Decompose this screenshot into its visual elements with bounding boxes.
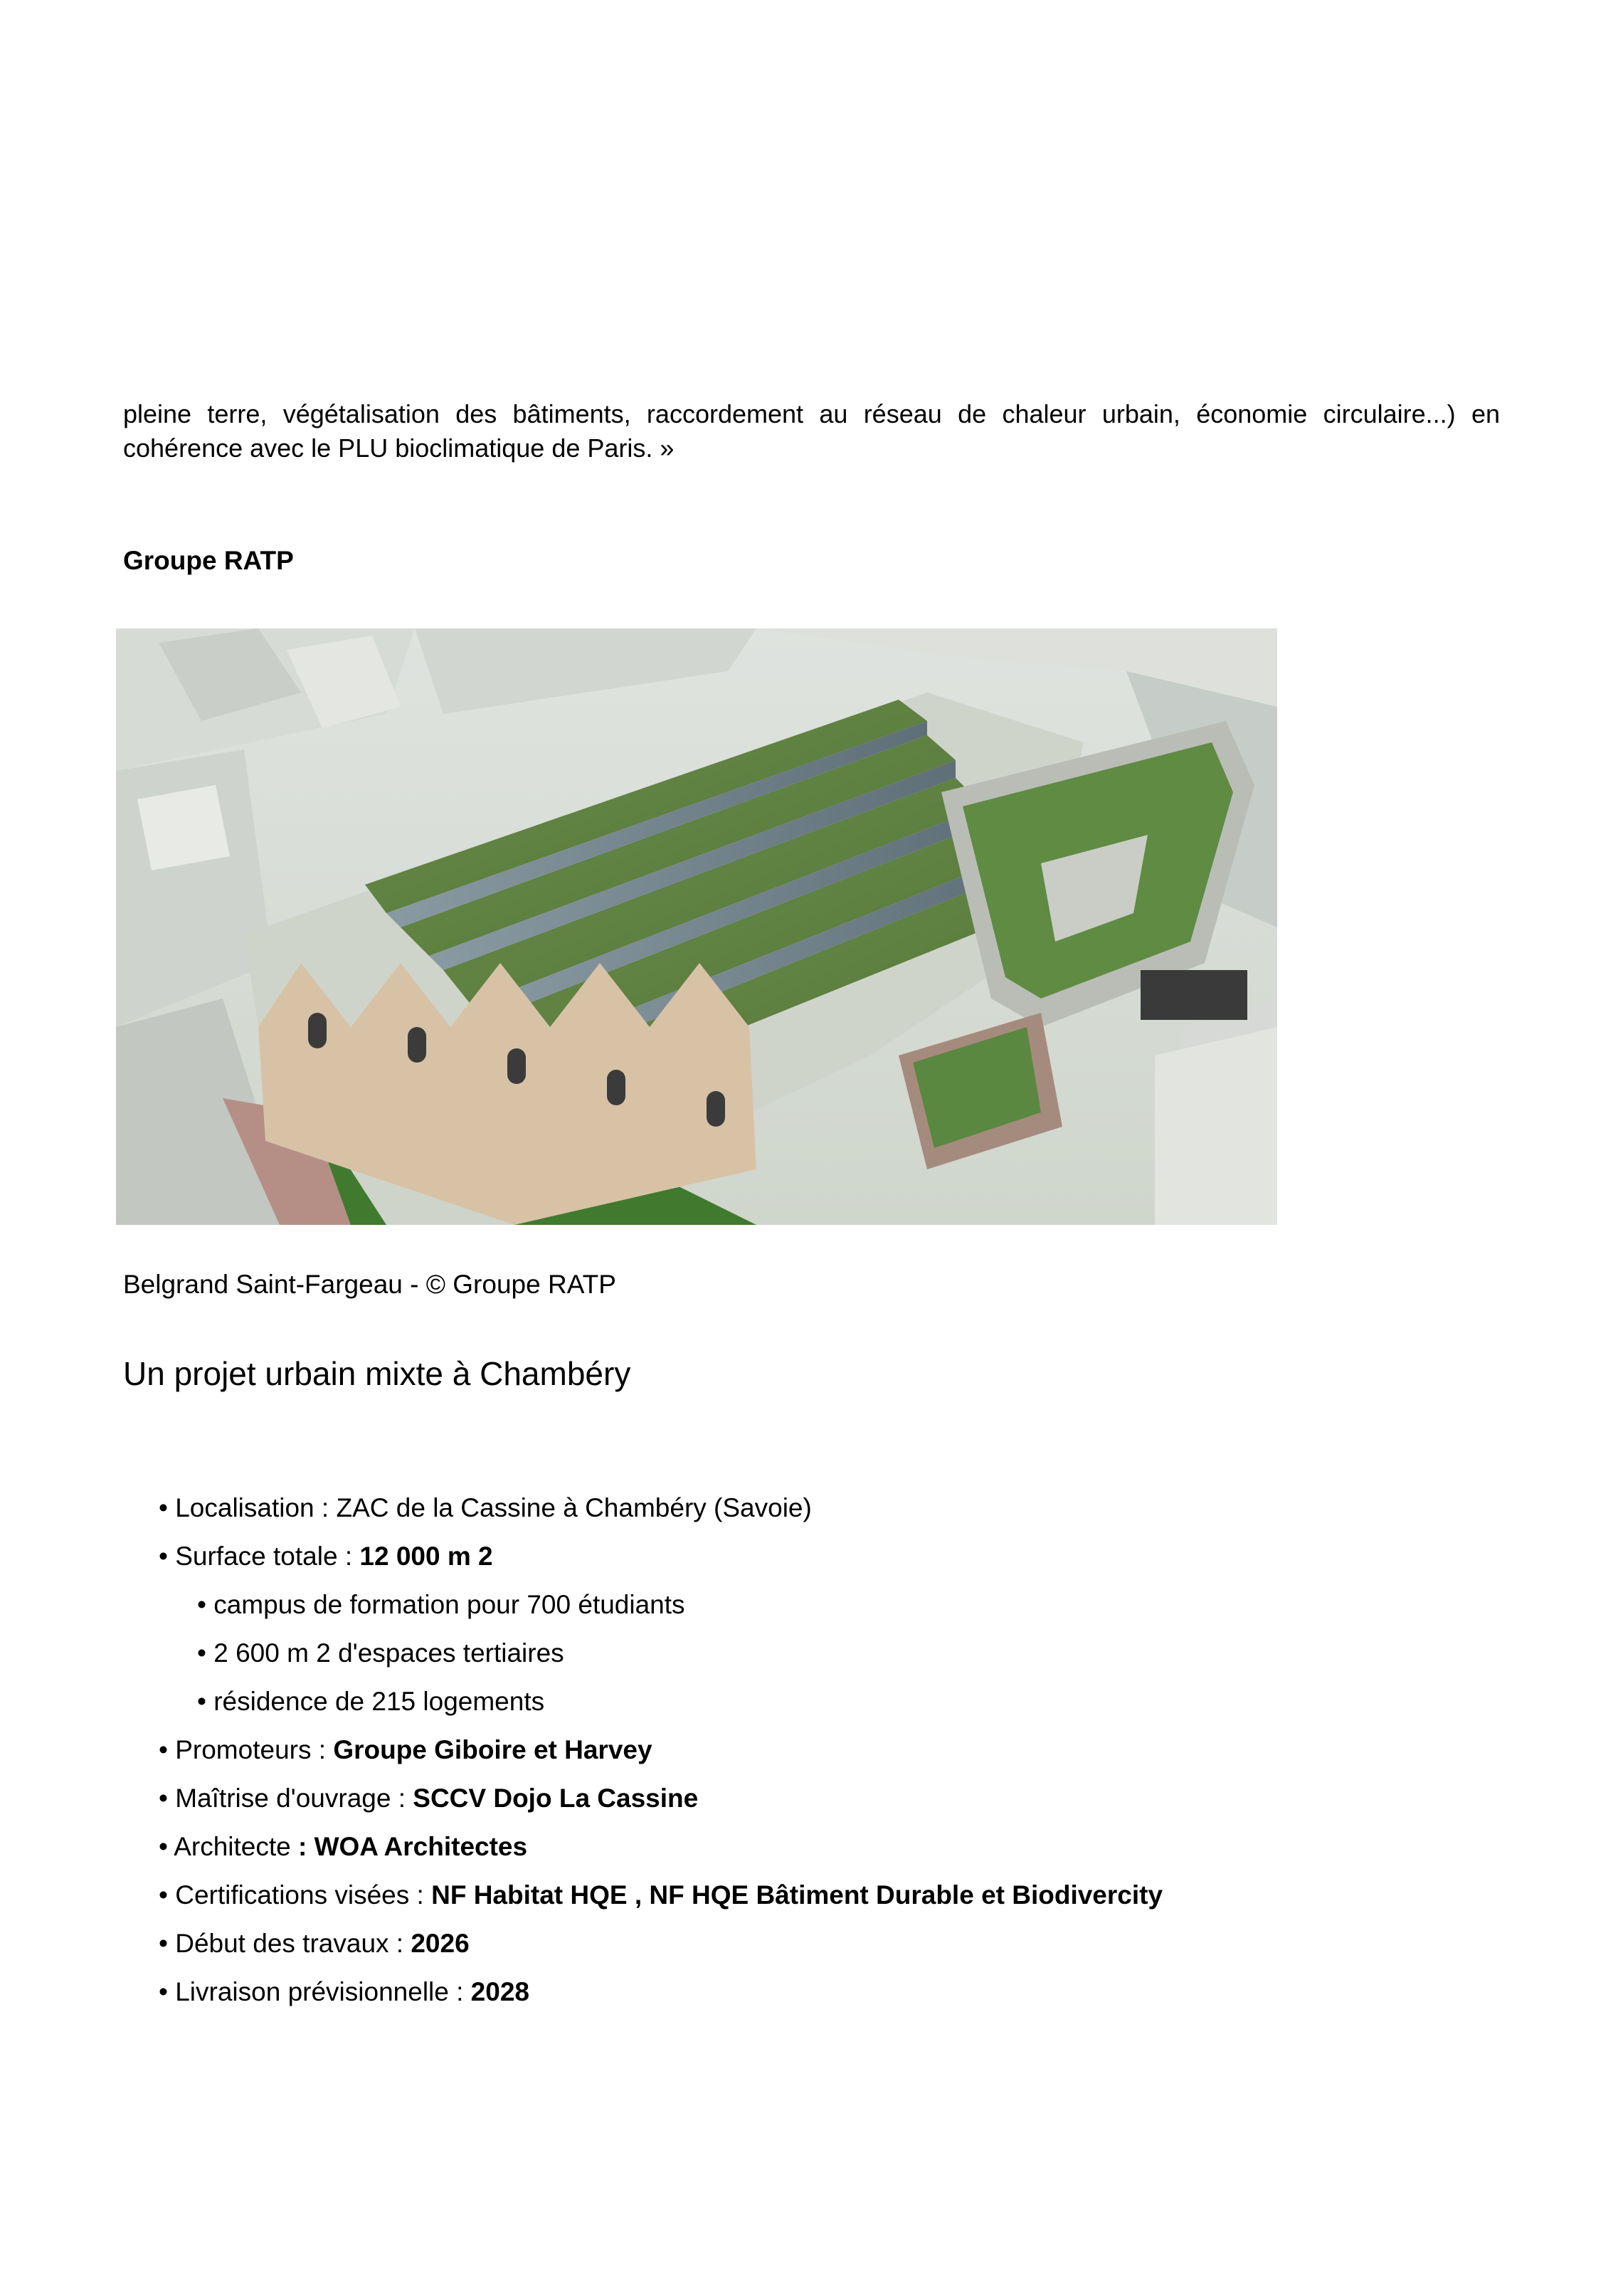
intro-line-2: cohérence avec le PLU bioclimatique de Paris. » bbox=[123, 433, 675, 463]
fact-value: ZAC de la Cassine à Chambéry (Savoie) bbox=[336, 1493, 812, 1522]
aerial-rendering-image bbox=[116, 628, 1277, 1225]
section-heading: Un projet urbain mixte à Chambéry bbox=[123, 1355, 631, 1392]
fact-value: Groupe Giboire et Harvey bbox=[333, 1735, 652, 1764]
list-item bbox=[159, 1484, 1163, 1532]
fact-value: SCCV Dojo La Cassine bbox=[413, 1784, 699, 1813]
fact-label: • Maîtrise d'ouvrage : bbox=[159, 1784, 413, 1813]
fact-label: • Certifications visées : bbox=[159, 1880, 432, 1910]
fact-value: : WOA Architectes bbox=[297, 1832, 528, 1861]
fact-label: • bbox=[197, 1638, 214, 1668]
fact-label: • bbox=[197, 1687, 214, 1716]
list-item bbox=[159, 1968, 1163, 2016]
fact-value: 2026 bbox=[411, 1929, 470, 1958]
fact-label: • Livraison prévisionnelle : bbox=[159, 1977, 471, 2006]
figure-caption: Belgrand Saint-Fargeau - © Groupe RATP bbox=[123, 1270, 616, 1299]
fact-value: campus de formation pour 700 étudiants bbox=[213, 1590, 685, 1619]
list-item bbox=[159, 1823, 1163, 1871]
sub-list-item bbox=[159, 1629, 1163, 1678]
list-item bbox=[159, 1532, 1163, 1581]
fact-label: • Architecte bbox=[159, 1832, 298, 1861]
list-item bbox=[159, 1774, 1163, 1823]
list-item bbox=[159, 1920, 1163, 1968]
fact-label: • bbox=[197, 1590, 214, 1619]
list-item bbox=[159, 1871, 1163, 1920]
section-label: Groupe RATP bbox=[123, 546, 294, 575]
sub-list-item bbox=[159, 1678, 1163, 1726]
fact-label: • Surface totale : bbox=[159, 1542, 360, 1571]
intro-line-1: pleine terre, végétalisation des bâtiments, raccordement au réseau de chaleur urbain, économie circulaire...) en bbox=[123, 399, 1500, 428]
fact-label: • Promoteurs : bbox=[159, 1735, 334, 1764]
fact-value: 12 000 m 2 bbox=[359, 1542, 493, 1571]
fact-label: • Localisation : bbox=[159, 1493, 337, 1522]
list-item bbox=[159, 1726, 1163, 1774]
intro-paragraph bbox=[123, 397, 1500, 465]
sub-list-item bbox=[159, 1581, 1163, 1629]
fact-value: NF Habitat HQE , NF HQE Bâtiment Durable et Biodivercity bbox=[431, 1880, 1163, 1910]
fact-label: • Début des travaux : bbox=[159, 1929, 411, 1958]
green-roof-building-illustration bbox=[116, 628, 1277, 1225]
fact-value: 2 600 m 2 d'espaces tertiaires bbox=[213, 1638, 564, 1668]
fact-value: 2028 bbox=[470, 1977, 529, 2006]
fact-value: résidence de 215 logements bbox=[213, 1687, 545, 1716]
project-facts-list bbox=[159, 1484, 1163, 2016]
